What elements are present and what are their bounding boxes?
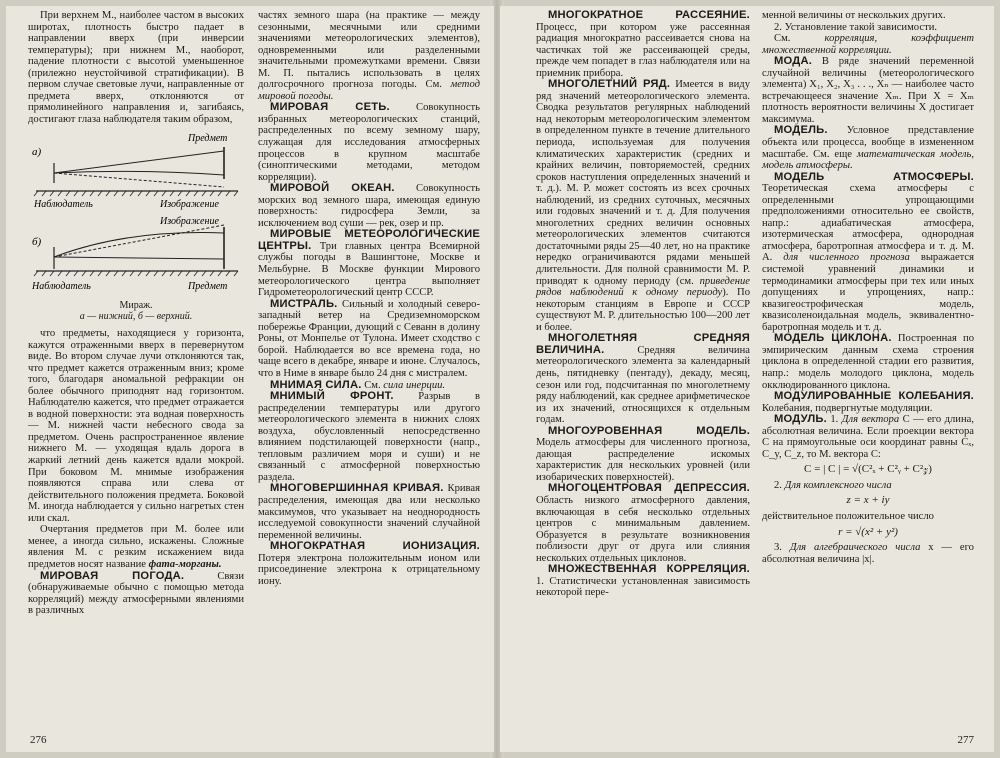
entry-text: Разрыв в распределении температуры или другого метеорологического элемента в нижних слоях воздуха, обусловленный непосредственно влиянием подстилающей поверхности (напр., тепловым различием моря и суши) и не связанный с атмосферной поверхностью раздела. (258, 391, 480, 483)
entry-heading: МИРОВОЙ ОКЕАН. (270, 182, 395, 195)
mirage-figure (28, 129, 244, 322)
fig-b-ray-curved (54, 233, 224, 258)
entry-text: Колебания, подвергнутые модуляции. (762, 402, 933, 414)
entry-heading: МОДУЛИРОВАННЫЕ КОЛЕБАНИЯ. (774, 390, 974, 403)
formula-complex-number: z = x + iy (846, 494, 890, 507)
left-page (6, 6, 494, 752)
entry-mnogoletniy-ryad (536, 79, 750, 333)
entry-mirovoy-okean (258, 183, 480, 229)
entry-heading: МНИМЫЙ ФРОНТ. (270, 390, 394, 403)
entry-heading: МНОГОКРАТНОЕ РАССЕЯНИЕ. (548, 9, 750, 21)
entry-heading: МОДУЛЬ. (774, 413, 827, 426)
entry-text: Условное представление объекта или процесса, вообще в измененном масштабе. См. еще (762, 125, 974, 160)
left-col2 (258, 10, 480, 587)
fig-b-observer-label: Наблюдатель (32, 281, 91, 293)
figure-caption (28, 300, 244, 322)
entry-mnogocentrovaya-depressiya (536, 483, 750, 564)
modul-point-1-number: 1. (830, 414, 839, 426)
entry-heading: МНОГОЛЕТНИЙ РЯД. (548, 78, 671, 91)
right-col1 (536, 10, 750, 599)
entry-text: Область низкого атмосферного давления, включающая в себя несколько отдельных центров с минимальным давлением. Образуется в результате возникновения поблизости друг от друга или слияния нескольких отдельных циклонов. (536, 494, 750, 564)
entry-heading: МИСТРАЛЬ. (270, 297, 338, 310)
fig-a-ray-image (54, 173, 224, 187)
entry-text: Средняя величина метеорологического элемента за календарный день, пятидневку (пентаду), декаду, месяц, сезон или год, подсчитанная по многолетнему ряду наблюдений, как среднее арифметическое из их значений, относящихся к отдельным годам. (536, 344, 750, 426)
entry-text: Имеется в виду ряд значений метеорологического элемента. Сводка результатов регулярных наблюдений над некоторым метеорологическим элементом в определенном пункте в течение длительного периода, используемая для получения климатических характеристик (средних и крайних величин, повторяемостей, средних сроков наступления определенных значений и т. д.). М. Р. может состоять из всех срочных наблюдений, из средних суточных, месячных или годовых значений и т. д. Для получения многолетних средних величин основных метеорологических элементов считаются достаточными ряды 25—40 лет, но на практике нередко ограничиваются рядами меньшей длительности. Для полной сравнимости М. Р. приводят к одному периоду (см. (536, 79, 750, 287)
entry-mnozhestvennaya-korrelyaciya (536, 564, 750, 599)
cross-reference: приведение рядов наблюдений к одному периоду (536, 275, 750, 299)
entry-model-atmosfery (762, 172, 974, 334)
entry-modulirovannye-kolebaniya (762, 391, 974, 414)
fig-a-ray-curved (54, 172, 224, 176)
figure-caption-text: а — нижний, б — верхний. (79, 311, 193, 323)
modul-point-2 (762, 480, 974, 492)
entry-text: 1. Статистически установленная зависимость некоторой пере- (536, 575, 750, 599)
entry-heading: МНИМАЯ СИЛА. (270, 378, 362, 391)
right-col2 (762, 10, 974, 565)
fig-b-ground-hatch (34, 271, 238, 276)
entry-text: Процесс, при котором уже рассеянная радиация многократно рассеивается снова на частичках той же рассеивающей среды, прежде чем попадет в глаз наблюдателя или на приемник прибора. (536, 21, 750, 79)
fig-a-ground-hatch (34, 191, 238, 196)
entry-mnimyy-front (258, 391, 480, 483)
fig-b-object-label: Предмет (188, 281, 228, 293)
fig-b-ray-image (54, 225, 224, 257)
entry-heading: МОДЕЛЬ ЦИКЛОНА. (774, 332, 892, 345)
continuation-paragraph (258, 10, 480, 102)
fig-a-image-label: Изображение (160, 199, 219, 211)
page-number-right: 277 (957, 734, 974, 746)
cross-reference: метод мировой погоды. (258, 79, 480, 102)
cross-reference: математическая модель, модель атмосферы. (762, 148, 974, 172)
cross-reference: сила инерции. (383, 379, 446, 391)
entry-mistral (258, 299, 480, 380)
entry-heading: МИРОВАЯ ПОГОДА. (40, 569, 185, 582)
modul-point-3-label: Для алгебраического числа (789, 542, 921, 554)
entry-mnogovershinnaya-krivaya (258, 483, 480, 541)
fig-b-ray-direct (54, 257, 224, 259)
entry-text: В ряде значений переменной случайной величины (метеорологического элемента) X₁, X₂, X₃ . . ., Xₙ — наиболее часто встречающееся значение Xₘ. При X = Xₘ плотность вероятности величины X достигает максимума. (762, 56, 974, 125)
mirage-p3-text: Очертания предметов при М. более или менее, а иногда сильно, искажены. Сложные явления М. с резким искажением вида предметов носят название (28, 524, 244, 570)
formula-vector-modulus: C = | C | = √(C²ₓ + C²ᵧ + C²𝓏) (804, 463, 932, 476)
entry-mirovaya-pogoda (28, 571, 244, 617)
entry-heading: МНОГОЛЕТНЯЯ СРЕДНЯЯ ВЕЛИЧИНА. (536, 332, 750, 356)
left-col1 (28, 10, 244, 617)
entry-moda (762, 56, 974, 125)
continuation-text: частях земного шара (на практике — между сезонными, месячными или средними значениями метеорологических элементов), одновременными или разделенными значительными промежутками времени. Связи М. П. пытались использовать в целях долгосрочного прогноза погоды. См. (258, 10, 480, 91)
entry-text-continued: выражается системой уравнений динамики и термодинамики атмосферы при тех или иных допущениях и упрощениях, напр.: квазигеострофическая модель, квазисоленоидальная модель, эквивалентно-баротропная модель и т. д. (762, 252, 974, 333)
entry-mirovaya-set (258, 102, 480, 183)
modul-point-3 (762, 542, 974, 565)
entry-mnogokratnoe-rasseyanie (536, 10, 750, 79)
modul-point-3-text: x — его абсолютная величина |x|. (762, 542, 974, 565)
fig-a-object-label: Предмет (188, 133, 228, 145)
fata-morgana-term: фата-морганы. (148, 558, 222, 570)
mirage-paragraph-3 (28, 524, 244, 570)
entry-text: Связи (обнаруживаемые обычно с помощью метода корреляций) между атмосферными явлениями в различных (28, 570, 244, 617)
modul-point-3-number: 3. (774, 542, 782, 554)
entry-heading: МОДЕЛЬ АТМОСФЕРЫ. (774, 170, 974, 183)
entry-heading: МНОЖЕСТВЕННАЯ КОРРЕЛЯЦИЯ. (548, 563, 750, 576)
mirage-diagram (28, 129, 244, 294)
entry-mnogourovennaya-model (536, 426, 750, 484)
modul-point-2-text: действительное положительное число (762, 510, 934, 522)
entry-heading: МИРОВАЯ СЕТЬ. (270, 101, 390, 114)
entry-text: Построенная по эмпирическим данным схема строения циклона в определенной стадии его развития, напр.: модель молодого циклона, модель окклюдированного циклона. (762, 333, 974, 391)
modul-point-1-text: С — его длина, абсолютная величина. Если проекции вектора С на прямоугольные оси координат равны Cₓ, C_y, C_z, то М. вектора С: (762, 414, 974, 460)
fig-a-observer-label: Наблюдатель (34, 199, 93, 211)
continuation-paragraph: менной величины от нескольких других. (762, 10, 946, 21)
entry-mnogokratnaya-ionizaciya (258, 541, 480, 587)
fig-label-a: а) (32, 146, 42, 159)
modul-point-1-label: Для вектора (841, 414, 900, 426)
mirage-paragraph-1: При верхнем М., наиболее частом в высоких широтах, плотность быстро падает в направлении вверх (при инверсии температуры); при нижнем М., наоборот, падение плотности с высотой уменьшенное (прилежно неустойчивой стратификации). В первом случае световые лучи, направленные от предмета вверх, отклоняются от прямолинейного направления и, загибаясь, достигают глаза наблюдателя таким образом, (28, 10, 244, 125)
right-page (500, 6, 994, 752)
figure-caption-title: Мираж. (119, 300, 153, 312)
entry-model-ciklona (762, 333, 974, 391)
entry-text-continued: ). По некоторым станциям в Европе и СССР существуют М. Р. длительностью 100—200 лет и более. (536, 287, 750, 333)
formula-complex-modulus: r = √(x² + y²) (838, 525, 898, 538)
entry-text: Сильный и холодный северо-западный ветер на Средиземноморском побережье Франции, дующий с Севанн в долину Роны, от Монпелье от Тулона. Имеет сходство с борой. Наблюдается во все времена года, но чаще всего в декабре, январе и июне. Случалось, что в Ниме в январе было 24 дня с мистралем. (258, 298, 480, 379)
entry-text: Совокупность морских вод земного шара, имеющая единую поверхность: гидросфера Земли, за исключением вод суши — рек, озер и пр. (258, 183, 480, 229)
entry-heading: МОДА. (774, 55, 813, 68)
page-number-left: 276 (30, 734, 47, 746)
korrelyaciya-point-2: 2. Установление такой зависимости. (774, 21, 938, 33)
modul-point-2-number: 2. (774, 479, 782, 491)
entry-text: См. (364, 379, 381, 391)
entry-heading: МНОГОВЕРШИННАЯ КРИВАЯ. (270, 482, 444, 495)
modul-point-2-label: Для комплексного числа (784, 479, 892, 491)
entry-heading: МНОГОУРОВЕННАЯ МОДЕЛЬ. (548, 424, 750, 437)
korrelyaciya-see-also (762, 33, 974, 56)
entry-text: Совокупность избранных метеорологических станций, распределенных по всему земному шару, служащая для исследования атмосферных процессов в крупном масштабе (синоптическими методами, методом корреляции). (258, 102, 480, 183)
cross-reference: корреляция, коэффициент множественной корреляции. (762, 33, 974, 56)
fig-label-b: б) (32, 236, 42, 249)
entry-text: Теоретическая схема атмосферы с определенными упрощающими предположениями относительно ее свойств, напр.: адиабатическая атмосфера, изотермическая атмосфера, однородная атмосфера, баротропная атмосфера и т. д. М. А. (762, 183, 974, 264)
entry-text: Три главных центра Всемирной службы погоды в Вашингтоне, Москве и Мельбурне. В Москве функции Мирового метеорологического центра выполняет Гидрометеорологический центр СССР. (258, 240, 480, 299)
entry-modul (762, 414, 974, 460)
entry-heading: МОДЕЛЬ. (774, 124, 828, 137)
entry-text: Модель атмосферы для численного прогноза, дающая распределение искомых характеристик для нескольких уровней (или изобарических поверхностей). (536, 437, 750, 483)
entry-model (762, 125, 974, 171)
entry-mirovye-centry (258, 229, 480, 298)
entry-heading: МИРОВЫЕ МЕТЕОРОЛОГИЧЕСКИЕ ЦЕНТРЫ. (258, 228, 480, 252)
entry-heading: МНОГОКРАТНАЯ ИОНИЗАЦИЯ. (270, 540, 480, 553)
entry-heading: МНОГОЦЕНТРОВАЯ ДЕПРЕССИЯ. (548, 482, 750, 495)
entry-mnogoletnyaya-srednyaya (536, 333, 750, 425)
cross-reference: для численного прогноза (783, 252, 910, 264)
see-also-text: См. (774, 33, 791, 45)
fig-a-ray-upper (54, 151, 224, 173)
fig-b-image-label: Изображение (160, 216, 219, 228)
mirage-paragraph-2: что предметы, находящиеся у горизонта, кажутся отраженными вверх в перевернутом виде. Во втором случае лучи отклоняются так, что предмет кажется отраженным вниз; кроме того, благодаря аномальной рефракции он более обычного приподнят над горизонтом. Наблюдателю кажется, что предмет отражается в водной поверхности: эта водная поверхность — М. нижней части небесного свода за предметом. Очень распространенное явление нижнего М. — уходящая вдаль дорога в жаркий летний день кажется вдали мокрой. При боковом М. мнимые изображения появляются справа или слева от действительного положения предмета. Боковой М. иногда наблюдается у сильно нагретых стен или скал. (28, 328, 244, 524)
entry-text: Потеря электрона положительным ионом или присоединение электрона к отрицательному иону. (258, 552, 480, 587)
entry-text: Кривая распределения, имеющая два или несколько максимумов, что указывает на неоднородность исследуемой совокупности значений случайной переменной величины. (258, 483, 480, 541)
